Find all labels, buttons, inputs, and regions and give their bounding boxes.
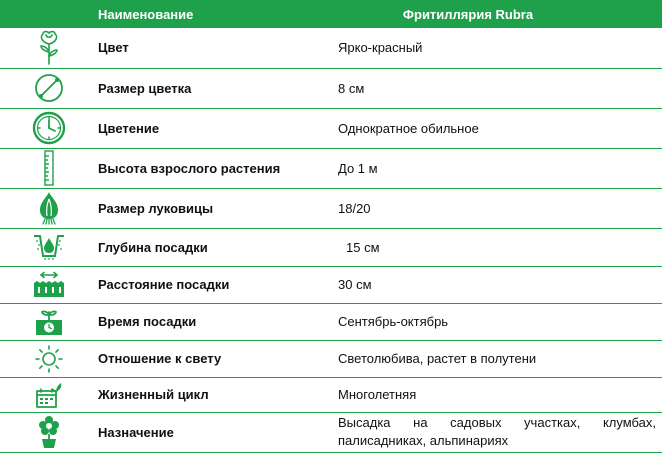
table-row [0,228,662,266]
header-variety-label: Фритиллярия Rubra [402,6,534,22]
table-row [0,412,662,452]
property-label: Назначение [98,412,338,452]
property-value: 8 см [338,68,662,108]
table-row [0,303,662,340]
planting-time-icon [0,307,98,337]
table-row [0,28,662,68]
property-label: Высота взрослого растения [98,148,338,188]
flower-pot-icon [0,415,98,449]
clock-icon [0,111,98,145]
property-label: Расстояние посадки [98,266,338,303]
property-label: Размер луковицы [98,188,338,228]
property-label: Размер цветка [98,68,338,108]
property-value: 30 см [338,266,662,303]
property-value: Сентябрь-октябрь [338,303,662,340]
property-label: Отношение к свету [98,340,338,377]
property-value: Однократное обильное [338,108,662,148]
planting-depth-icon [0,232,98,262]
property-label: Жизненный цикл [98,377,338,412]
property-value: Многолетняя [338,377,662,412]
property-value: Светолюбива, растет в полутени [338,340,662,377]
life-cycle-icon [0,380,98,410]
rose-icon [0,30,98,66]
table-header [0,0,662,28]
table-row [0,266,662,303]
property-value: 15 см [338,228,662,266]
property-value: 18/20 [338,188,662,228]
property-value: До 1 м [338,148,662,188]
planting-distance-icon [0,271,98,299]
table-row [0,377,662,412]
table-row [0,68,662,108]
properties-table [0,28,662,453]
ruler-icon [0,150,98,186]
sun-icon [0,344,98,374]
property-label: Цвет [98,28,338,68]
table-row [0,108,662,148]
property-label: Время посадки [98,303,338,340]
flower-size-icon [0,72,98,104]
property-label: Глубина посадки [98,228,338,266]
bulb-icon [0,191,98,225]
property-label: Цветение [98,108,338,148]
property-value: Высадка на садовых участках, клумбах, палисадниках, альпинариях [338,412,662,452]
header-name-label: Наименование [98,6,194,22]
table-row [0,340,662,377]
table-row [0,148,662,188]
property-value: Ярко-красный [338,28,662,68]
table-row [0,188,662,228]
